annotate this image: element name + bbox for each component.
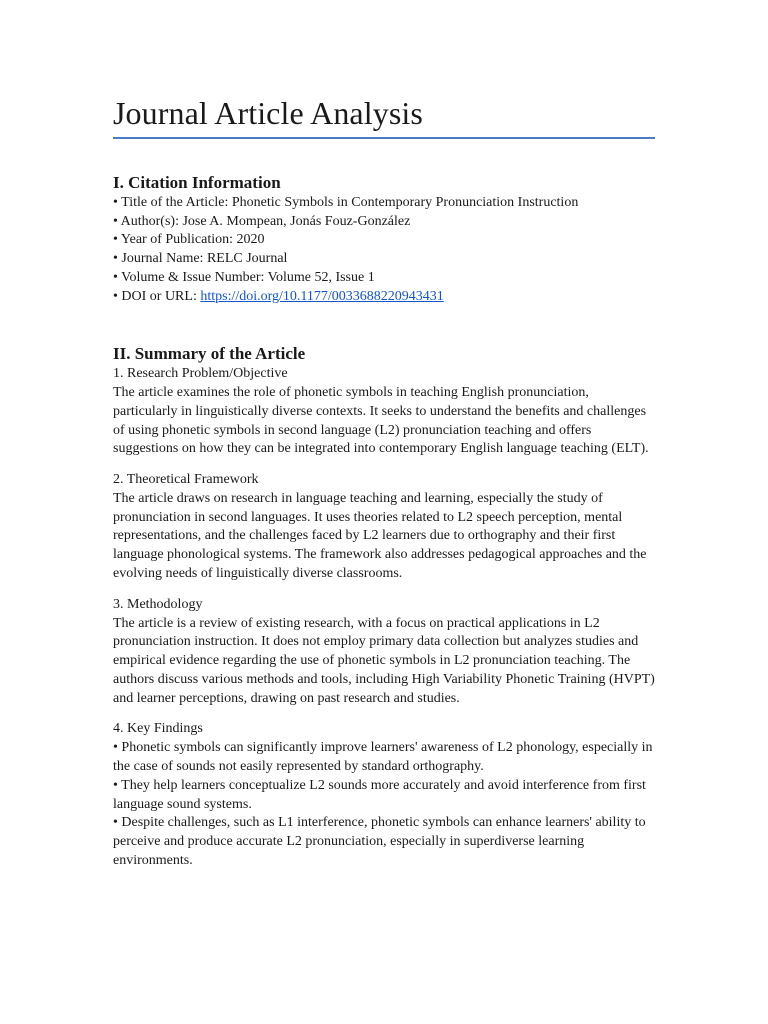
citation-item-title <box>113 194 655 213</box>
citation-item-year <box>113 231 655 250</box>
bullet: • <box>113 288 118 304</box>
citation-value: Volume 52, Issue 1 <box>267 269 375 285</box>
bullet: • <box>113 213 118 229</box>
doi-link[interactable]: https://doi.org/10.1177/0033688220943431 <box>200 288 444 304</box>
document-title: Journal Article Analysis <box>113 94 655 139</box>
bullet: • <box>113 195 118 210</box>
citation-label: Volume & Issue Number: <box>121 269 265 285</box>
key-finding-item: • They help learners conceptualize L2 sounds more accurately and avoid interference from first language sound systems. <box>113 777 646 812</box>
citation-label: DOI or URL: <box>121 288 197 304</box>
bullet: • <box>113 269 118 285</box>
citation-label: Author(s): <box>120 213 179 229</box>
key-findings-block <box>113 720 655 870</box>
methodology-block <box>113 596 655 709</box>
citation-item-doi <box>113 288 655 307</box>
citation-item-authors <box>113 213 655 232</box>
citation-item-volume <box>113 269 655 288</box>
theoretical-framework-heading: 2. Theoretical Framework <box>113 472 259 488</box>
citation-value: 2020 <box>236 232 265 248</box>
key-finding-item: • Despite challenges, such as L1 interference, phonetic symbols can enhance learners' ability to perceive and produce accurate L2 pronunciation, especially in superdiverse learning environments. <box>113 815 646 868</box>
theoretical-framework-text: The article draws on research in language teaching and learning, especially the study of pronunciation in second languages. It uses theories related to L2 speech perception, mental representations, and the challenges faced by L2 learners due to orthography and their first language phonological systems. The framework also addresses pedagogical approaches and the evolving needs of linguistically diverse classrooms. <box>113 490 647 581</box>
citation-section-heading: I. Citation Information <box>113 173 281 192</box>
methodology-text: The article is a review of existing research, with a focus on practical applications in L2 pronunciation instruction. It does not employ primary data collection but analyzes studies and empirical evidence regarding the use of phonetic symbols in L2 pronunciation teaching. The authors discuss various methods and tools, including High Variability Phonetic Training (HVPT) and learner perceptions, drawing on past research and studies. <box>113 615 655 706</box>
citation-value: Phonetic Symbols in Contemporary Pronunciation Instruction <box>231 195 579 210</box>
bullet: • <box>113 251 118 267</box>
citation-label: Year of Publication: <box>120 232 234 248</box>
research-problem-block <box>113 365 655 459</box>
key-findings-heading: 4. Key Findings <box>113 721 203 737</box>
citation-list <box>113 194 655 306</box>
methodology-heading: 3. Methodology <box>113 596 203 612</box>
theoretical-framework-block <box>113 471 655 584</box>
citation-label: Title of the Article: <box>121 195 229 210</box>
research-problem-text: The article examines the role of phonetic symbols in teaching English pronunciation, particularly in linguistically diverse contexts. It seeks to understand the benefits and challenges of using phonetic symbols in second language (L2) pronunciation teaching and offers suggestions on how they can be integrated into contemporary English language teaching (ELT). <box>113 384 649 457</box>
summary-section-heading: II. Summary of the Article <box>113 344 306 364</box>
bullet: • <box>113 232 118 248</box>
citation-value: Jose A. Mompean, Jonás Fouz-González <box>182 213 411 229</box>
key-finding-item: • Phonetic symbols can significantly improve learners' awareness of L2 phonology, especially in the case of sounds not easily represented by standard orthography. <box>113 740 653 774</box>
citation-label: Journal Name: <box>121 251 204 267</box>
citation-value: RELC Journal <box>206 251 288 267</box>
document-page <box>113 94 655 871</box>
citation-item-journal <box>113 250 655 269</box>
research-problem-heading: 1. Research Problem/Objective <box>113 366 288 382</box>
